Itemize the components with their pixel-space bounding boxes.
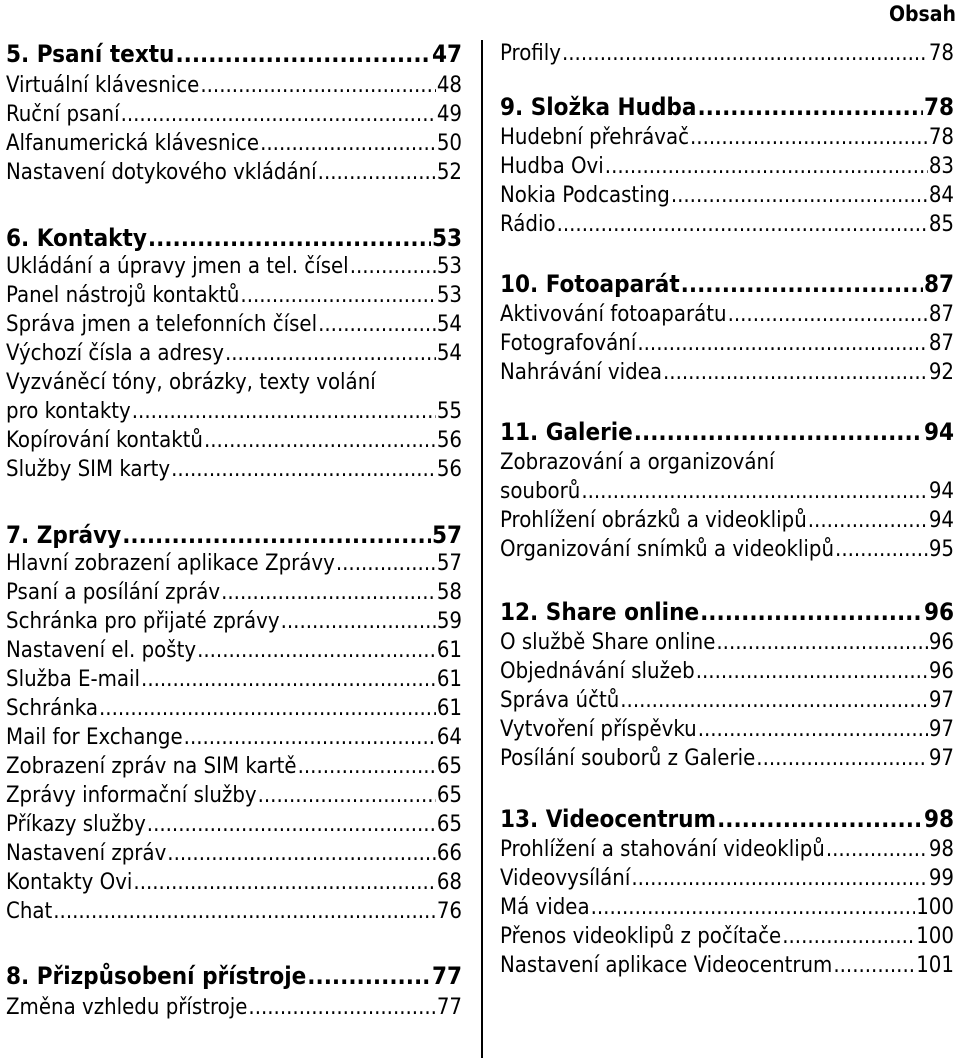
toc-page-number: 97 [928,717,954,742]
leader-dots [681,270,923,298]
toc-entry[interactable] [6,724,462,752]
toc-entry-title: Hlavní zobrazení aplikace Zprávy [6,551,335,576]
toc-page-number: 59 [436,609,462,634]
toc-entry-title: Organizování snímků a videoklipů [500,537,835,562]
toc-entry[interactable] [500,449,954,477]
toc-entry[interactable] [6,994,462,1022]
toc-entry-title: Objednávání služeb [500,659,695,684]
leader-dots [141,666,436,694]
toc-section-heading[interactable] [6,962,462,990]
toc-entry-title: Nastavení el. pošty [6,638,197,663]
toc-entry[interactable] [6,550,462,578]
toc-page-number: 84 [928,183,954,208]
toc-page-number: 65 [436,783,462,808]
leader-dots [620,687,928,715]
toc-entry-title: Prohlížení obrázků a videoklipů [500,508,807,533]
toc-page-number: 54 [436,312,462,337]
toc-entry-title: Změna vzhledu přístroje [6,995,248,1020]
toc-entry[interactable] [500,478,954,506]
toc-page-number: 61 [436,638,462,663]
toc-page-number: 54 [436,341,462,366]
leader-dots [671,182,928,210]
toc-entry[interactable] [500,716,954,744]
leader-dots [200,72,435,100]
toc-entry-title: Zobrazení zpráv na SIM kartě [6,754,297,779]
toc-entry[interactable] [500,507,954,535]
toc-section-heading[interactable] [6,521,462,549]
toc-entry-title: Výchozí čísla a adresy [6,341,224,366]
toc-page-number: 53 [436,254,462,279]
toc-page-number: 48 [436,73,462,98]
toc-page-number: 96 [923,598,954,626]
leader-dots [591,894,916,922]
leader-dots [240,282,435,310]
toc-entry-title: Vytvoření příspěvku [500,717,697,742]
toc-page-number: 94 [928,508,954,533]
toc-entry[interactable] [6,637,462,665]
leader-dots [133,869,435,897]
leader-dots [258,782,436,810]
toc-entry-title: Fotografování [500,331,637,356]
toc-entry[interactable] [500,894,954,922]
leader-dots [281,608,436,636]
toc-entry[interactable] [6,898,462,926]
toc-entry-title: Nokia Podcasting [500,183,670,208]
toc-page-number: 78 [923,93,954,121]
toc-entry-title: Hudba Ovi [500,154,604,179]
toc-entry[interactable] [6,666,462,694]
toc-entry[interactable] [6,782,462,810]
toc-entry[interactable] [500,658,954,686]
toc-page-number: 78 [928,125,954,150]
toc-entry[interactable] [6,159,462,187]
toc-page-number: 87 [928,302,954,327]
leader-dots [318,311,436,339]
toc-page-number: 95 [928,537,954,562]
toc-entry-title: Přenos videoklipů z počítače [500,924,782,949]
toc-page-number: 97 [928,688,954,713]
toc-page-number: 53 [431,224,462,252]
toc-section-heading[interactable] [6,40,462,68]
toc-entry-title: Služba E-mail [6,667,141,692]
toc-entry[interactable] [6,869,462,897]
toc-page-number: 85 [928,212,954,237]
leader-dots [637,330,927,358]
toc-page-number: 96 [928,630,954,655]
toc-entry[interactable] [500,629,954,657]
leader-dots [631,865,927,893]
leader-dots [808,507,928,535]
toc-entry[interactable] [6,369,462,397]
toc-entry[interactable] [6,398,462,426]
toc-entry-title: Kopírování kontaktů [6,428,203,453]
leader-dots [782,923,915,951]
toc-entry-title: Nahrávání videa [500,360,662,385]
toc-page-number: 49 [436,102,462,127]
toc-page-number: 64 [436,725,462,750]
toc-page-number: 50 [436,131,462,156]
toc-entry-title: 13. Videocentrum [500,805,717,833]
toc-page-number: 83 [928,154,954,179]
toc-page-number: 61 [436,667,462,692]
toc-entry[interactable] [500,301,954,329]
toc-entry-title: Hudební přehrávač [500,125,690,150]
leader-dots [717,805,923,833]
toc-entry[interactable] [500,865,954,893]
toc-entry-title: Videovysílání [500,866,631,891]
toc-entry-title: 6. Kontakty [6,224,147,252]
toc-entry-title: 8. Přizpůsobení přístroje [6,962,307,990]
leader-dots [557,211,928,239]
toc-entry[interactable] [500,536,954,564]
leader-dots [248,994,435,1022]
toc-section-heading[interactable] [500,598,954,626]
toc-entry-title: souborů [500,479,581,504]
leader-dots [298,753,436,781]
leader-dots [175,40,431,68]
toc-entry-title: Panel nástrojů kontaktů [6,283,240,308]
toc-entry[interactable] [6,427,462,455]
toc-entry-title: Nastavení dotykového vkládání [6,160,317,185]
toc-page-number: 100 [916,895,954,920]
leader-dots [184,724,436,752]
leader-dots [697,93,923,121]
toc-entry[interactable] [500,952,954,980]
toc-entry-title: 5. Psaní textu [6,40,175,68]
toc-page-number: 53 [436,283,462,308]
toc-entry[interactable] [6,311,462,339]
toc-entry[interactable] [500,153,954,181]
page-header: Obsah [888,2,956,26]
toc-entry[interactable] [6,253,462,281]
leader-dots [634,418,923,446]
toc-page-number: 65 [436,812,462,837]
toc-entry[interactable] [500,211,954,239]
toc-entry[interactable] [500,923,954,951]
toc-entry[interactable] [500,745,954,773]
toc-section-heading[interactable] [500,270,954,298]
toc-page-number: 56 [436,428,462,453]
toc-entry[interactable] [500,836,954,864]
leader-dots [605,153,928,181]
toc-entry[interactable] [6,130,462,158]
toc-page-number: 100 [916,924,954,949]
leader-dots [221,579,436,607]
toc-entry[interactable] [6,840,462,868]
column-divider [481,40,483,1058]
toc-entry-title: Nastavení aplikace Videocentrum [500,953,833,978]
toc-entry-title: Profily [500,41,561,66]
toc-entry[interactable] [6,72,462,100]
toc-page-number: 77 [431,962,462,990]
toc-entry-title: Chat [6,899,53,924]
toc-entry[interactable] [500,330,954,358]
toc-entry-title: 7. Zprávy [6,521,122,549]
toc-entry[interactable] [6,811,462,839]
toc-page-number: 98 [928,837,954,862]
toc-page-number: 87 [923,270,954,298]
leader-dots [167,840,436,868]
leader-dots [99,695,436,723]
leader-dots [700,598,923,626]
toc-page-number: 78 [928,41,954,66]
toc-page-number: 101 [916,953,954,978]
toc-page-number: 52 [436,160,462,185]
toc-entry[interactable] [500,40,954,68]
toc-entry[interactable] [6,340,462,368]
toc-page-number: 68 [436,870,462,895]
leader-dots [350,253,436,281]
toc-section-heading[interactable] [500,418,954,446]
toc-entry[interactable] [6,608,462,636]
toc-section-heading[interactable] [6,224,462,252]
toc-entry-title: Posílání souborů z Galerie [500,746,756,771]
toc-page-number: 87 [928,331,954,356]
toc-entry-title: Alfanumerická klávesnice [6,131,260,156]
leader-dots [833,952,915,980]
toc-entry-title: Psaní a posílání zpráv [6,580,221,605]
toc-entry-title: O službě Share online [500,630,716,655]
toc-entry[interactable] [6,101,462,129]
toc-entry[interactable] [6,753,462,781]
toc-section-heading[interactable] [500,805,954,833]
toc-entry-title: 9. Složka Hudba [500,93,697,121]
toc-page-number: 61 [436,696,462,721]
leader-dots [698,716,928,744]
toc-entry-title: Správa jmen a telefonních čísel [6,312,318,337]
toc-entry-title: Aktivování fotoaparátu [500,302,727,327]
toc-entry[interactable] [500,359,954,387]
toc-page-number: 98 [923,805,954,833]
leader-dots [197,637,436,665]
toc-entry-title: Služby SIM karty [6,457,171,482]
leader-dots [147,811,436,839]
toc-entry[interactable] [6,456,462,484]
toc-entry-title: Rádio [500,212,556,237]
toc-entry-title: Kontakty Ovi [6,870,133,895]
leader-dots [696,658,928,686]
toc-section-heading[interactable] [500,93,954,121]
toc-entry-title: Nastavení zpráv [6,841,167,866]
toc-entry-title: Ukládání a úpravy jmen a tel. čísel [6,254,349,279]
leader-dots [728,301,928,329]
toc-page-number: 94 [923,418,954,446]
toc-page-number: 97 [928,746,954,771]
toc-page-number: 58 [436,580,462,605]
toc-entry[interactable] [500,124,954,152]
toc-entry[interactable] [500,182,954,210]
toc-entry-title: 11. Galerie [500,418,633,446]
toc-entry[interactable] [6,282,462,310]
leader-dots [663,359,928,387]
leader-dots [148,224,431,252]
leader-dots [318,159,436,187]
toc-page-number: 77 [436,995,462,1020]
toc-entry-title: Správa účtů [500,688,620,713]
leader-dots [171,456,436,484]
toc-entry-title: Schránka [6,696,99,721]
toc-entry-title: pro kontakty [6,399,131,424]
toc-entry-title: Zobrazování a organizování [500,450,775,475]
leader-dots [826,836,928,864]
leader-dots [225,340,436,368]
leader-dots [204,427,436,455]
toc-page-number: 99 [928,866,954,891]
toc-page-number: 55 [436,399,462,424]
toc-page-number: 76 [436,899,462,924]
toc-entry-title: Schránka pro přijaté zprávy [6,609,280,634]
toc-page-number: 57 [431,521,462,549]
toc-entry-title: Zprávy informační služby [6,783,257,808]
toc-page-number: 56 [436,457,462,482]
toc-page-number: 57 [436,551,462,576]
leader-dots [835,536,928,564]
toc-entry-title: 10. Fotoaparát [500,270,680,298]
toc-entry[interactable] [6,695,462,723]
toc-entry-title: Vyzváněcí tóny, obrázky, texty volání [6,370,376,395]
toc-page-number: 94 [928,479,954,504]
leader-dots [716,629,927,657]
toc-page-number: 66 [436,841,462,866]
leader-dots [307,962,431,990]
toc-page-number: 96 [928,659,954,684]
leader-dots [121,101,436,129]
leader-dots [336,550,436,578]
leader-dots [690,124,928,152]
leader-dots [581,478,927,506]
leader-dots [562,40,928,68]
toc-entry-title: Příkazy služby [6,812,146,837]
toc-entry-title: Mail for Exchange [6,725,183,750]
toc-entry-title: Virtuální klávesnice [6,73,200,98]
leader-dots [756,745,928,773]
toc-entry-title: 12. Share online [500,598,700,626]
toc-page-number: 65 [436,754,462,779]
toc-entry-title: Ruční psaní [6,102,120,127]
leader-dots [122,521,431,549]
leader-dots [260,130,436,158]
toc-entry-title: Prohlížení a stahování videoklipů [500,837,825,862]
toc-entry[interactable] [500,687,954,715]
leader-dots [53,898,436,926]
toc-page-number: 92 [928,360,954,385]
leader-dots [132,398,436,426]
toc-entry-title: Má videa [500,895,590,920]
toc-entry[interactable] [6,579,462,607]
toc-page-number: 47 [431,40,462,68]
